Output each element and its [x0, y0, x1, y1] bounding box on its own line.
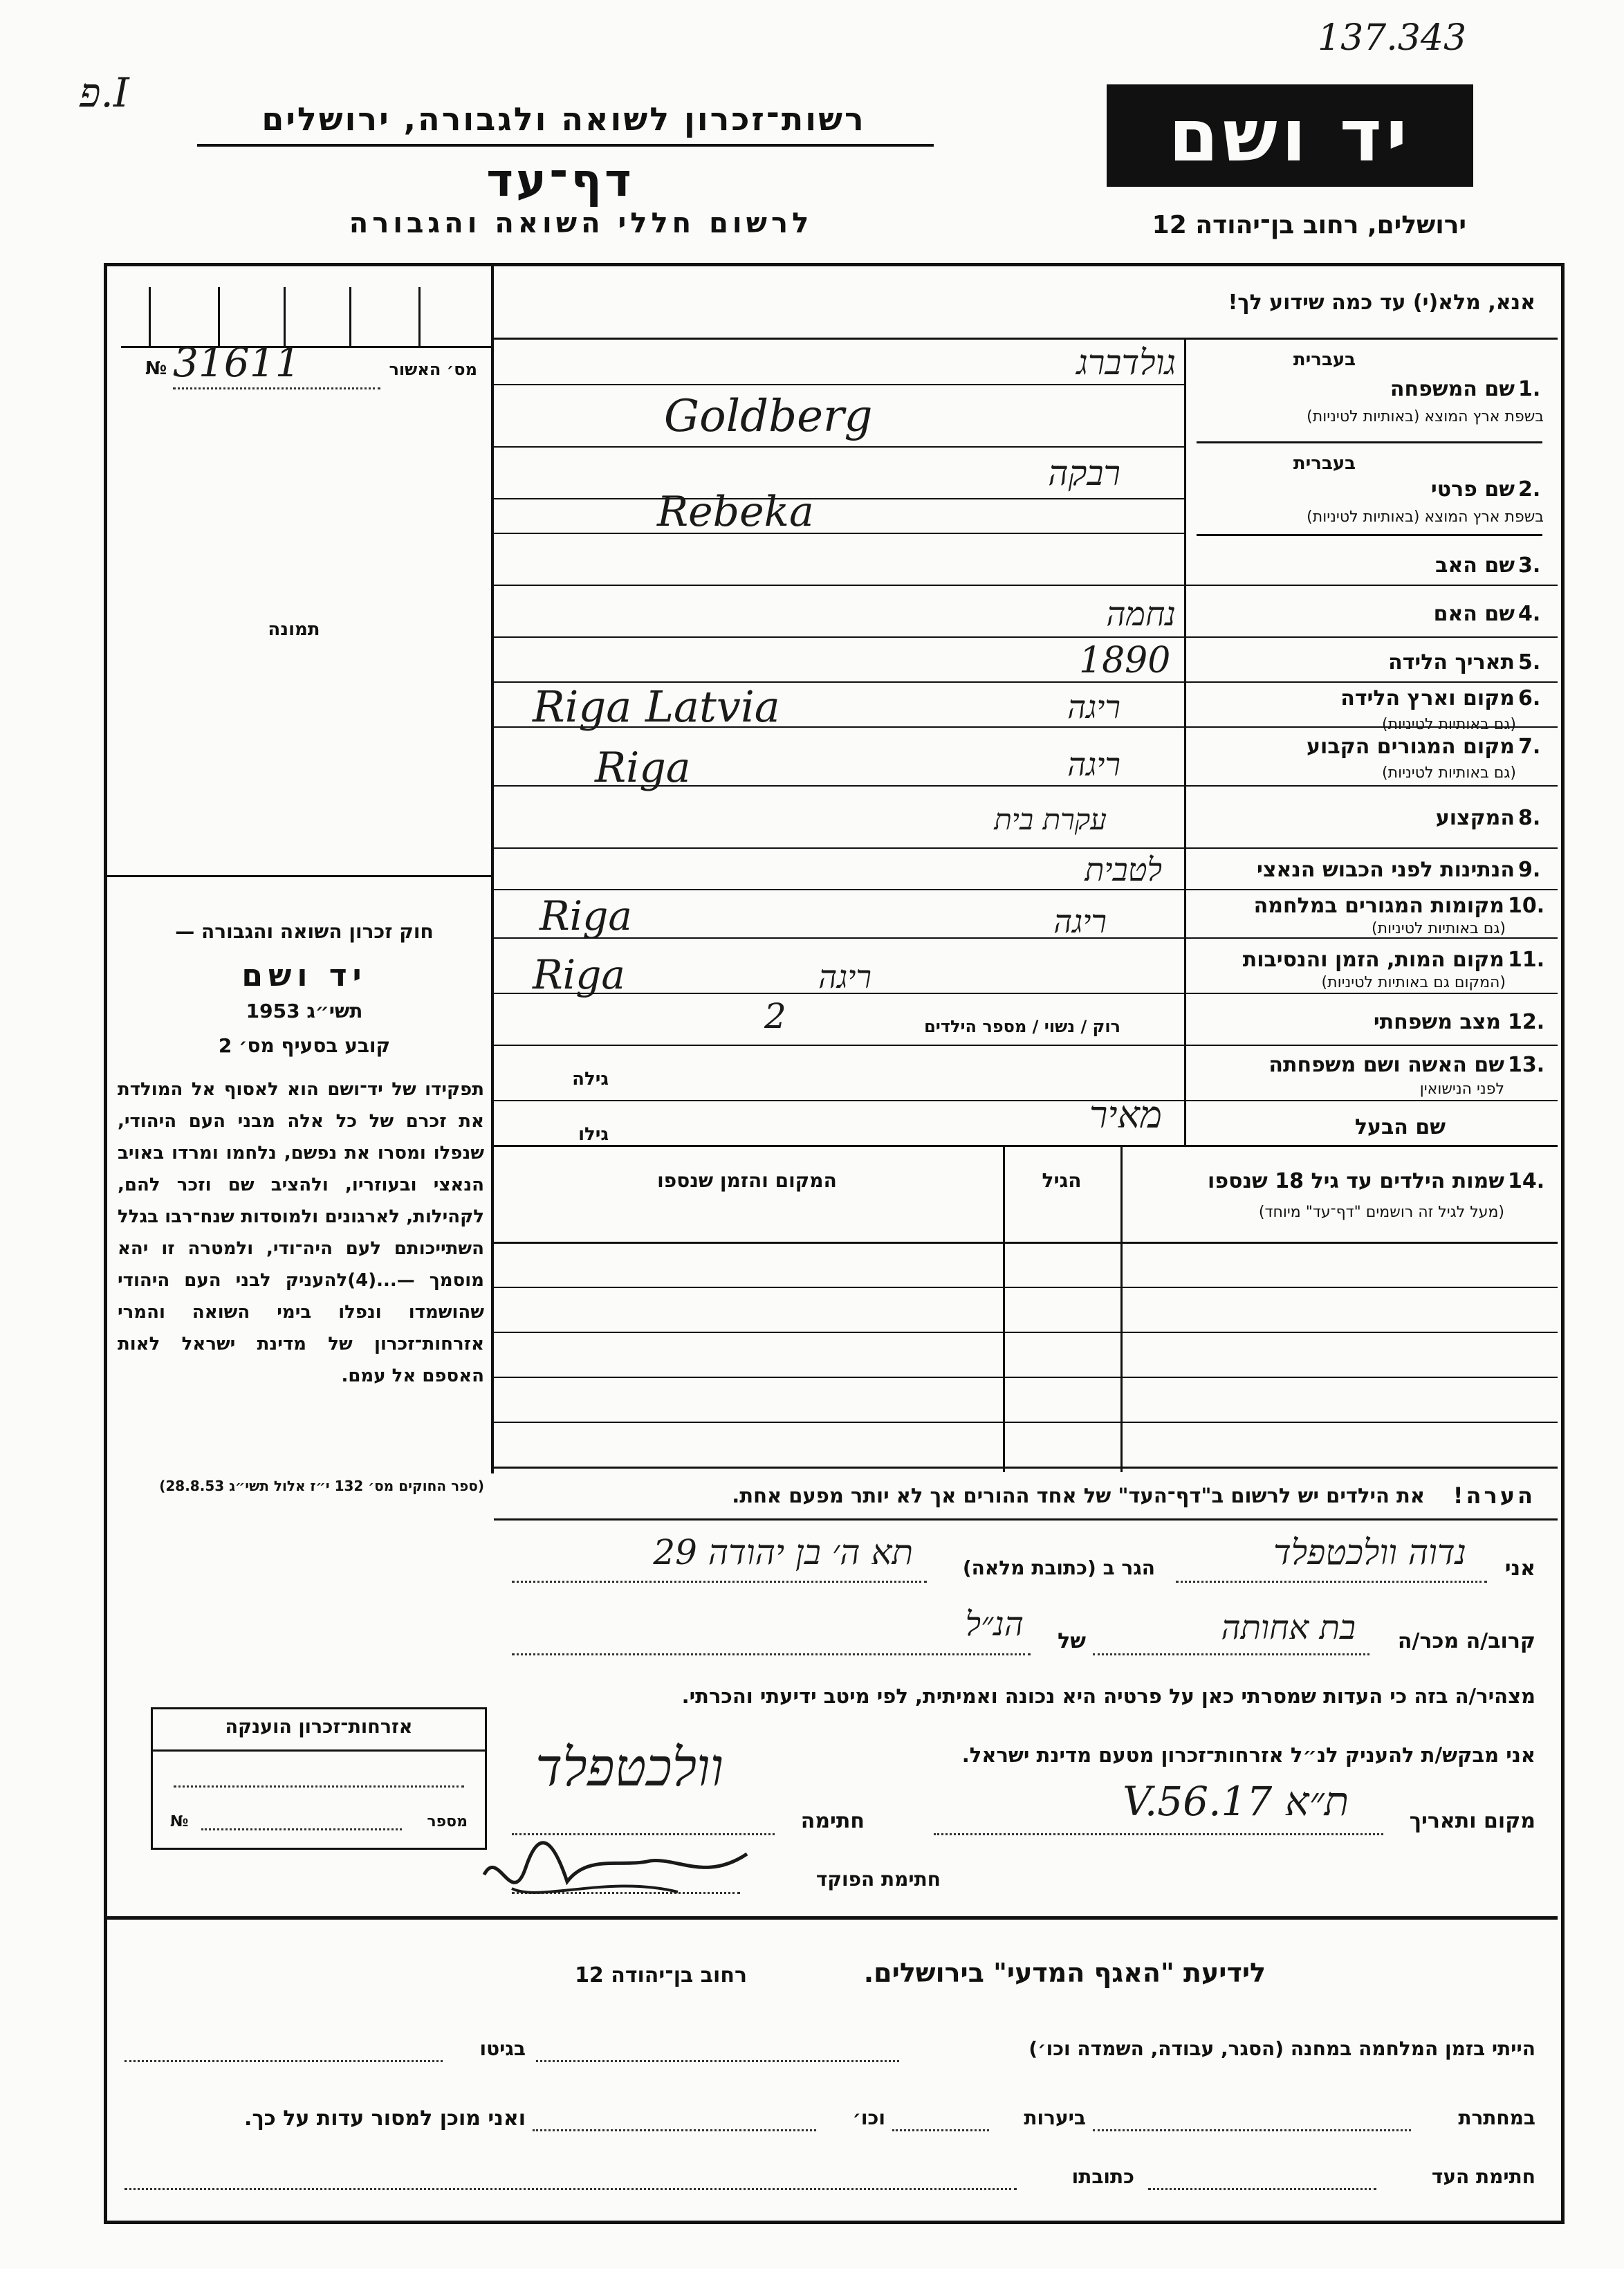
- decl-i-label: אני: [1504, 1556, 1535, 1581]
- f1-hebrew-tag: בעברית: [1293, 349, 1356, 370]
- f2-num: 2.: [1518, 477, 1541, 502]
- f8-value: עקרת בית: [994, 802, 1107, 836]
- officer-signature: [470, 1826, 761, 1916]
- of-label: של: [1058, 1629, 1086, 1653]
- f14-note: (מעל לגיל זה רושמים "דף־עד" מיוחד): [1258, 1204, 1504, 1221]
- f10-num: 10.: [1508, 894, 1545, 918]
- f7-latin-note: (גם באותיות לטיניות): [1382, 764, 1516, 782]
- f10-hebrew-value: ריגה: [1053, 903, 1107, 940]
- f6-label: מקום וארץ הלידה: [1340, 686, 1515, 710]
- approval-number: 31611: [173, 339, 301, 386]
- law-body: תפקידו של יד־ושם הוא לאסוף אל המולדת את זכרם של כל אלה מבני העם היהודי, שנפלו ומסרו את נפשם, נלחמו ומרדו באויב הנאצי ובעוזריו, ולהציב שם וזכר להם, לקהילות, לארגונים ולמוסדות שנח־רבו בגלל השתייכותם לעם היה־ודי, ולמטרה זו יהא מוסמך —...(4)להעניק לבני העם היהודי שהושמדו ונפלו בימי השואה והמרי אזרחות־זכרון של מדינת ישראל לאות האספם אל עמם.: [118, 1079, 485, 1386]
- f8-label: המקצוע: [1435, 806, 1515, 830]
- f10-label: מקומות המגורים במלחמה: [1253, 894, 1504, 918]
- margin-mark: פ.I: [80, 69, 129, 116]
- authority-underline: [197, 144, 934, 147]
- f11-num: 11.: [1508, 948, 1545, 972]
- archive-number: 137.343: [1318, 17, 1467, 59]
- photo-label: תמונה: [268, 619, 320, 640]
- f11-latin-value: Riga: [533, 951, 625, 998]
- f6-hebrew-value: ריגה: [1067, 688, 1120, 726]
- f4-value: נחמה: [1106, 595, 1176, 634]
- willing-testify: ואני מוכן למסור עדות על כך.: [244, 2106, 526, 2131]
- f14-label: שמות הילדים עד גיל 18 שנספו: [1208, 1169, 1504, 1193]
- f7-hebrew-value: ריגה: [1067, 746, 1120, 783]
- witness-address-label: כתובתו: [1071, 2165, 1134, 2188]
- yad-vashem-logo: [1107, 84, 1473, 187]
- f9-value: לטבית: [1085, 851, 1162, 888]
- law-source: (ספר החוקים מס׳ 132 י״ז אלול תשי״ג 28.8.53): [159, 1478, 484, 1494]
- declarant-address: תא ה׳ בן יהודה 29: [653, 1532, 913, 1572]
- f5-num: 5.: [1518, 650, 1541, 674]
- f14-num: 14.: [1508, 1169, 1545, 1193]
- header-address: ירושלים, רחוב בן־יהודה 12: [1152, 211, 1466, 239]
- f10-latin-note: (גם באותיות לטיניות): [1372, 920, 1506, 937]
- f11-label: מקום המות, הזמן והנסיבות: [1242, 948, 1504, 972]
- label-column-divider: [1184, 339, 1186, 1145]
- f12-options: רוק / נשוי / מספר הילדים: [924, 1017, 1120, 1036]
- f2-hebrew-value: רבקה: [1048, 453, 1120, 493]
- approval-prefix: №: [145, 358, 167, 379]
- underground-label: במחתרת: [1458, 2106, 1535, 2129]
- f5-label: תאריך הלידה: [1388, 650, 1515, 674]
- relation-value: בת אחותה: [1221, 1608, 1356, 1647]
- f11-hebrew-value: ריגה: [818, 958, 871, 995]
- approval-label: מס׳ האשור: [389, 360, 477, 379]
- f1-latin-value: Goldberg: [664, 391, 873, 442]
- children-col-divider-2: [1003, 1147, 1005, 1472]
- officer-signature-stroke: [484, 1843, 747, 1883]
- f9-label: הנתינות לפני הכבוש הנאצי: [1257, 858, 1515, 882]
- f13-num: 13.: [1508, 1053, 1545, 1077]
- husband-value: מאיר: [1089, 1093, 1162, 1137]
- bottom-title: לידיעת "האגף המדעי" בירושלים.: [863, 1958, 1266, 1988]
- f4-num: 4.: [1518, 602, 1541, 626]
- f1-hebrew-value: גולדברג: [1076, 342, 1176, 383]
- instruction-rule: [494, 338, 1558, 340]
- declaration-statement: מצהיר/ה בזה כי העדות שמסרתי כאן על פרטיה היא נכונה ואמיתית, לפי מיטב ידיעתי והכרתי.: [681, 1684, 1535, 1708]
- f9-num: 9.: [1518, 858, 1541, 882]
- col-place: המקום והזמן שנספו: [657, 1169, 837, 1192]
- witness-signature-label: חתימת העד: [1431, 2165, 1535, 2188]
- approval-dotline: [173, 387, 380, 389]
- f6-latin-note: (גם באותיות לטיניות): [1382, 716, 1516, 733]
- f7-latin-value: Riga: [595, 744, 691, 792]
- f2-origin-note: בשפת ארץ המוצא (באותיות לטיניות): [1307, 508, 1544, 526]
- f1-origin-note: בשפת ארץ המוצא (באותיות לטיניות): [1307, 408, 1544, 425]
- form-title: דף־עד: [486, 154, 634, 207]
- f6-latin-value: Riga Latvia: [533, 681, 780, 732]
- law-year: תשי״ג 1953: [246, 1000, 363, 1022]
- law-section: קובע בסעיף מס׳ 2: [218, 1034, 391, 1057]
- f11-note: (המקום גם באותיות לטיניות): [1321, 974, 1506, 991]
- declarant-name: נדוה וולכטפלד: [1273, 1532, 1466, 1572]
- law-heading: חוק זכרון השואה והגבורה —: [175, 920, 434, 943]
- f13-label: שם האשה ושם משפחתה: [1268, 1053, 1504, 1077]
- f2-hebrew-tag: בעברית: [1293, 453, 1356, 474]
- photo-bottom-rule: [107, 875, 491, 877]
- of-value: הנ״ל: [965, 1605, 1024, 1644]
- bottom-section-rule: [107, 1916, 1558, 1920]
- signature-label: חתימה: [800, 1809, 865, 1833]
- law-name: יד ושם: [241, 958, 367, 993]
- children-col-divider-1: [1120, 1147, 1123, 1472]
- place-date-value: ת״א 17.V.56: [1123, 1778, 1349, 1825]
- husband-age-label: גילו: [578, 1124, 609, 1145]
- citizenship-box: [151, 1707, 487, 1850]
- f13-note: לפני הנישואין: [1419, 1081, 1504, 1098]
- f3-num: 3.: [1518, 553, 1541, 578]
- f5-value: 1890: [1079, 640, 1171, 681]
- authority-name: רשות־זכרון לשואה ולגבורה, ירושלים: [261, 100, 866, 138]
- camp-line-label: הייתי בזמן המלחמה במחנה (הסגר, עבודה, השמדה וכו׳): [1028, 2037, 1535, 2060]
- remark-text: את הילדים יש לרשום ב"דף־העד" של אחד ההורים אך לא יותר מפעם אחת.: [732, 1484, 1425, 1507]
- left-top-box: [121, 287, 491, 346]
- f10-latin-value: Riga: [539, 892, 632, 939]
- f3-label: שם האב: [1435, 553, 1515, 578]
- citizenship-number-label: מספר: [427, 1813, 468, 1830]
- f2-latin-value: Rebeka: [657, 488, 814, 536]
- declarant-signature: וולכטפלד: [535, 1736, 724, 1798]
- f8-num: 8.: [1518, 806, 1541, 830]
- husband-label: שם הבעל: [1354, 1115, 1446, 1139]
- f12-label: מצב משפחתי: [1373, 1010, 1501, 1034]
- officer-signature-label: חתימת הפוקד: [815, 1868, 941, 1891]
- f1-num: 1.: [1518, 377, 1541, 401]
- f1-label: שם המשפחה: [1390, 377, 1515, 401]
- citizenship-request: אני מבקש/ת להעניק לנ״ל אזרחות־זכרון מטעם מדינת ישראל.: [961, 1743, 1535, 1767]
- place-date-label: מקום ותאריך: [1409, 1809, 1535, 1833]
- instruction-text: אנא, מלא(י) עד כמה שידוע לך!: [1228, 291, 1535, 315]
- f4-label: שם האם: [1433, 602, 1515, 626]
- f12-children-count: 2: [764, 996, 786, 1036]
- f12-num: 12.: [1508, 1010, 1545, 1034]
- forests-label: ביערות: [1024, 2106, 1086, 2129]
- f7-label: מקום המגורים הקבוע: [1307, 735, 1515, 759]
- remark-title: הערה!: [1452, 1482, 1535, 1509]
- residing-label: הגר ב (כתובת מלאה): [962, 1556, 1155, 1579]
- f6-num: 6.: [1518, 686, 1541, 710]
- f7-num: 7.: [1518, 735, 1541, 759]
- ghetto-label: בגיטו: [479, 2037, 526, 2060]
- citizenship-number-prefix: №: [170, 1813, 189, 1830]
- form-subtitle: לרשום חללי השואה והגבורה: [349, 208, 813, 239]
- remark-rule: [494, 1518, 1558, 1521]
- etc-label: וכו׳: [852, 2106, 885, 2129]
- wife-age-label: גילה: [572, 1069, 609, 1090]
- bottom-address: רחוב בן־יהודה 12: [575, 1963, 747, 1987]
- col-age: הגיל: [1042, 1169, 1082, 1192]
- logo-text: יד ושם: [1168, 93, 1412, 178]
- relation-label: קרוב/ה מכר/ה: [1397, 1629, 1535, 1653]
- citizenship-box-title: אזרחות־זכרון הוענקה: [225, 1716, 413, 1738]
- f2-label: שם פרטי: [1430, 477, 1515, 502]
